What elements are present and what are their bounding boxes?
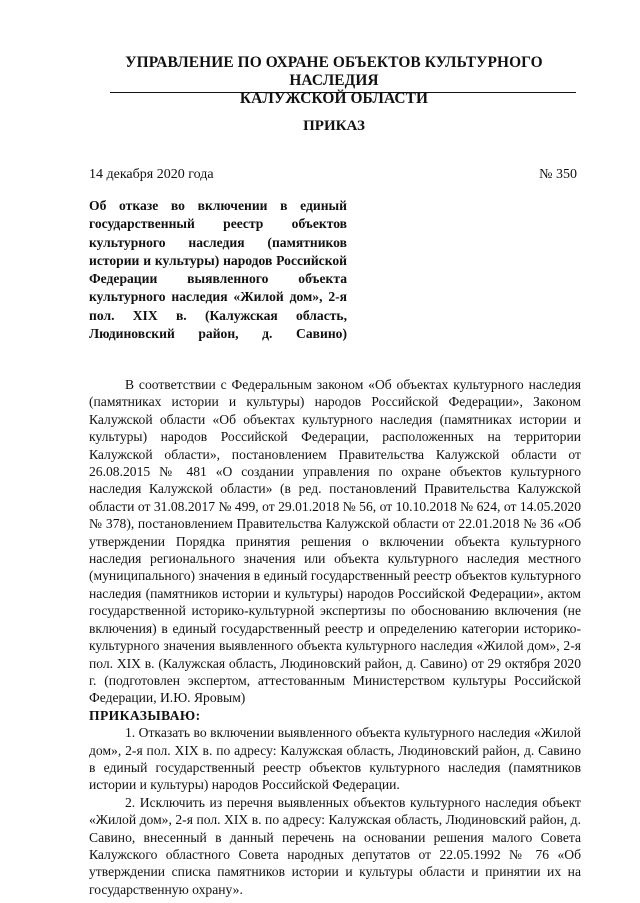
order-directive [89, 707, 581, 724]
order-body [89, 376, 581, 898]
preamble-paragraph: В соответствии с Федеральным законом «Об объектах культурного наследия (памятниках истории и культуры) народов Российской Федерации», Законом Калужской области «Об объектах культурного наследия (памятниках истории и культуры) народов Российской Федерации, расположенных на территории Калужской области», постановлением Правительства Калужской области от 26.08.2015 № 481 «О создании управления по охране объектов культурного наследия Калужской области» (в ред. постановлений Правительства Калужской области от 31.08.2017 № 499, от 29.01.2018 № 56, от 10.10.2018 № 624, от 14.05.2020 № 378), постановлением Правительства Калужской области от 22.01.2018 № 36 «Об утверждении Порядка принятия решения о включении объекта культурного наследия регионального значения или объекта культурного наследия местного (муниципального) значения в единый государственный реестр объектов культурного наследия (памятников истории и культуры) народов Российской Федерации», актом государственной историко-культурной экспертизы по обоснованию включения (не включения) в единый государственный реестр и определению категории историко-культурного значения выявленного объекта культурного наследия «Жилой дом», 2-я пол. XIX в. (Калужская область, Людиновский район, д. Савино) от 29 октября 2020 г. (подготовлен экспертом, аттестованным Министерством культуры Российской Федерации, И.Ю. Яровым) [89, 377, 581, 706]
header-line-2: КАЛУЖСКОЙ ОБЛАСТИ [239, 90, 429, 107]
order-subject [89, 197, 347, 343]
order-item-2: 2. Исключить из перечня выявленных объектов культурного наследия объект «Жилой дом», 2-я пол. XIX в. по адресу: Калужская область, Людиновский район, д. Савино, внесенный в данный перечень на основании решения малого Совета Калужского областного Совета народных депутатов от 22.05.1992 № 76 «Об утверждении списка памятников истории и культуры области и принятии их на государственную охрану». [89, 794, 581, 897]
order-item-1: 1. Отказать во включении выявленного объекта культурного наследия «Жилой дом», 2-я пол. XIX в. по адресу: Калужская область, Людиновский район, д. Савино в единый государственный реестр объектов культурного наследия (памятников истории и культуры) народов Российской Федерации. [89, 725, 581, 793]
order-word: ПРИКАЗЫВАЮ [89, 707, 196, 723]
header-line-1: УПРАВЛЕНИЕ ПО ОХРАНЕ ОБЪЕКТОВ КУЛЬТУРНОГО НАСЛЕДИЯ [125, 54, 543, 89]
document-type-title: ПРИКАЗ [303, 118, 365, 134]
subject-text-end: (Калужская область, Людиновский район, д. Савино) [89, 307, 348, 342]
order-colon: : [195, 707, 201, 723]
order-number: № 350 [539, 167, 577, 182]
subject-text: Об отказе во включении в единый государственный реестр объектов культурного наследия (памятников истории и культуры) народов Российской Федерации выявленного объекта культурного наследия «Жилой дом», 2-я пол. XIX в. [89, 198, 347, 323]
issuing-authority-header [86, 54, 582, 108]
order-date: 14 декабря 2020 года [89, 167, 214, 182]
header-underline [110, 92, 576, 93]
